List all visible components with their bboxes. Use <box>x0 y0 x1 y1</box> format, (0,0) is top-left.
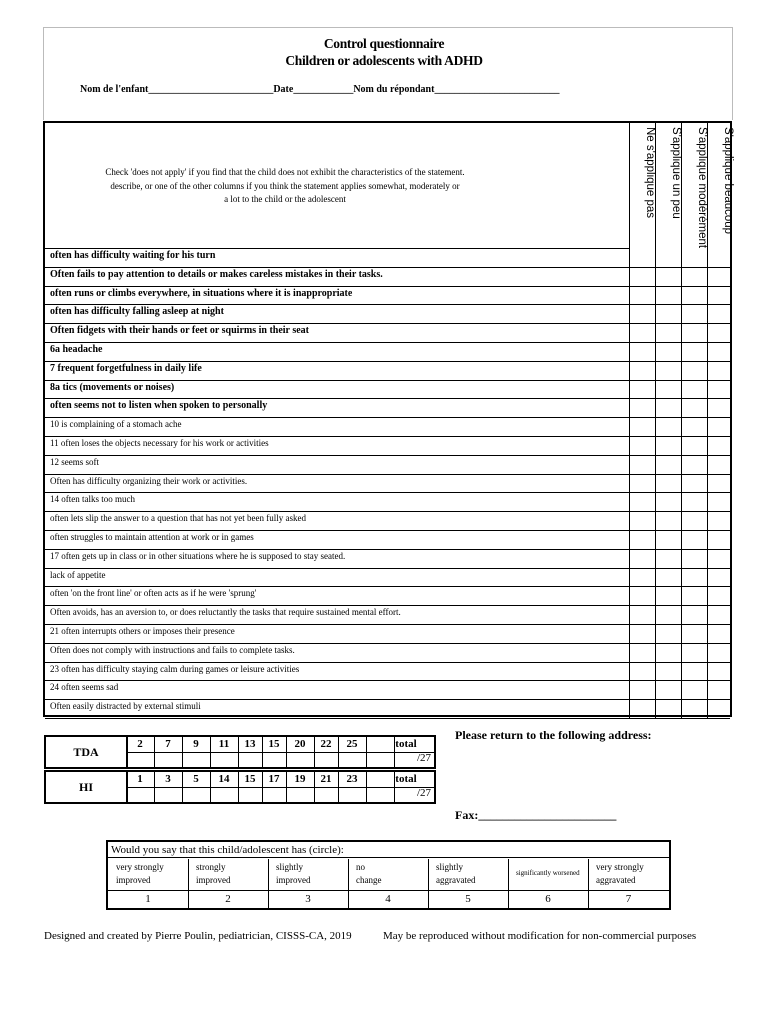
answer-checkbox[interactable] <box>681 643 708 662</box>
item-text: Often fidgets with their hands or feet or squirms in their seat <box>50 325 309 337</box>
improvement-number[interactable]: 7 <box>588 891 670 908</box>
answer-checkbox[interactable] <box>655 643 682 662</box>
item-text: 12 seems soft <box>50 456 99 467</box>
answer-checkbox[interactable] <box>629 417 656 436</box>
questionnaire-row <box>45 549 730 569</box>
answer-checkbox[interactable] <box>629 323 656 342</box>
footer-license: May be reproduced without modification for non-commercial purposes <box>383 930 697 942</box>
instructions-text: Check 'does not apply' if you find that the child does not exhibit the characteristics of the statement. describe, or one of the other columns if you think the statement applies somewhat, moderately or a lot to the child or the adolescent <box>105 167 465 204</box>
item-text: lack of appetite <box>50 569 106 580</box>
hi-item-number: 3 <box>154 772 183 788</box>
answer-checkbox[interactable] <box>629 398 656 417</box>
answer-checkbox[interactable] <box>629 586 656 605</box>
answer-checkbox[interactable] <box>655 624 682 643</box>
answer-checkbox[interactable] <box>681 436 708 455</box>
answer-checkbox[interactable] <box>655 286 682 305</box>
item-text: often lets slip the answer to a question that has not yet been fully asked <box>50 513 306 524</box>
answer-checkbox[interactable] <box>655 662 682 681</box>
improvement-option-label: very strongly <box>116 862 164 872</box>
column-header-somewhat: S'applique un peu <box>655 123 682 248</box>
hi-score-cell[interactable] <box>210 787 239 802</box>
hi-item-number: 14 <box>210 772 239 788</box>
answer-checkbox[interactable] <box>655 323 682 342</box>
answer-checkbox[interactable] <box>655 474 682 493</box>
hi-score-cell[interactable] <box>286 787 315 802</box>
answer-checkbox[interactable] <box>707 511 731 530</box>
tda-score-cell[interactable] <box>286 752 315 767</box>
answer-checkbox[interactable] <box>681 605 708 624</box>
answer-checkbox[interactable] <box>707 398 731 417</box>
answer-checkbox[interactable] <box>707 549 731 568</box>
tda-item-number: 11 <box>210 737 239 753</box>
improvement-option-label: improved <box>116 875 151 885</box>
answer-checkbox[interactable] <box>629 342 656 361</box>
tda-score-cell[interactable] <box>182 752 211 767</box>
questionnaire-row <box>45 304 730 324</box>
questionnaire-row <box>45 474 730 494</box>
answer-checkbox[interactable] <box>707 323 731 342</box>
improvement-option-label: significantly worsened <box>516 869 580 877</box>
tda-score-cell[interactable] <box>154 752 183 767</box>
column-header-moderately: S'applique modérément <box>681 123 708 248</box>
answer-checkbox[interactable] <box>681 662 708 681</box>
hi-item-number: 19 <box>286 772 315 788</box>
questionnaire-row <box>45 605 730 625</box>
item-text: Often does not comply with instructions and fails to complete tasks. <box>50 644 295 655</box>
answer-checkbox[interactable] <box>655 680 682 699</box>
answer-checkbox[interactable] <box>629 568 656 587</box>
answer-checkbox[interactable] <box>629 380 656 399</box>
questionnaire-row <box>45 398 730 418</box>
answer-checkbox[interactable] <box>707 361 731 380</box>
answer-checkbox[interactable] <box>681 323 708 342</box>
questionnaire-row <box>45 492 730 512</box>
tda-item-number: 9 <box>182 737 211 753</box>
hi-score-cell[interactable] <box>314 787 339 802</box>
answer-checkbox[interactable] <box>707 492 731 511</box>
answer-checkbox[interactable] <box>629 304 656 323</box>
tda-item-number: 13 <box>238 737 263 753</box>
answer-checkbox[interactable] <box>655 248 682 267</box>
questionnaire-row <box>45 455 730 475</box>
item-text: Often fails to pay attention to details or makes careless mistakes in their tasks. <box>50 268 383 280</box>
answer-checkbox[interactable] <box>681 248 708 267</box>
answer-checkbox[interactable] <box>629 680 656 699</box>
tda-score-cell[interactable] <box>262 752 287 767</box>
item-text: 21 often interrupts others or imposes their presence <box>50 626 235 636</box>
item-text: often has difficulty waiting for his turn <box>50 250 216 261</box>
respondent-fields[interactable]: Nom de l'enfant_________________________Date____________Nom du répondant_________________________ <box>80 84 560 95</box>
answer-checkbox[interactable] <box>707 624 731 643</box>
answer-checkbox[interactable] <box>707 267 731 286</box>
questionnaire-row <box>45 568 730 588</box>
hi-item-number: 5 <box>182 772 211 788</box>
tda-score-cell[interactable] <box>238 752 263 767</box>
answer-checkbox[interactable] <box>655 380 682 399</box>
answer-checkbox[interactable] <box>707 248 731 267</box>
questionnaire-row <box>45 436 730 456</box>
hi-score-cell[interactable] <box>154 787 183 802</box>
answer-checkbox[interactable] <box>629 530 656 549</box>
tda-item-number: 7 <box>154 737 183 753</box>
hi-item-number: 21 <box>314 772 339 788</box>
improvement-option[interactable] <box>268 859 349 891</box>
answer-checkbox[interactable] <box>681 568 708 587</box>
answer-checkbox[interactable] <box>707 680 731 699</box>
answer-checkbox[interactable] <box>629 511 656 530</box>
questionnaire-table <box>43 121 732 717</box>
answer-checkbox[interactable] <box>681 680 708 699</box>
item-text: Often has difficulty organizing their work or activities. <box>50 475 248 486</box>
improvement-option[interactable] <box>108 859 189 891</box>
improvement-option[interactable] <box>188 859 269 891</box>
questionnaire-row <box>45 380 730 400</box>
tda-score-cell[interactable] <box>126 752 155 767</box>
answer-checkbox[interactable] <box>681 304 708 323</box>
questionnaire-row <box>45 624 730 644</box>
fax-field[interactable]: Fax:_______________________ <box>455 808 617 822</box>
answer-checkbox[interactable] <box>629 549 656 568</box>
answer-checkbox[interactable] <box>681 530 708 549</box>
answer-checkbox[interactable] <box>707 304 731 323</box>
hi-score-cell[interactable] <box>126 787 155 802</box>
item-text: 24 often seems sad <box>50 682 119 693</box>
improvement-number[interactable]: 2 <box>188 891 269 908</box>
questionnaire-row <box>45 699 730 719</box>
answer-checkbox[interactable] <box>707 586 731 605</box>
questionnaire-row <box>45 586 730 606</box>
answer-checkbox[interactable] <box>681 549 708 568</box>
answer-checkbox[interactable] <box>681 417 708 436</box>
improvement-option[interactable] <box>508 859 589 891</box>
answer-checkbox[interactable] <box>655 436 682 455</box>
improvement-option-label: no <box>356 862 365 872</box>
answer-checkbox[interactable] <box>655 699 682 718</box>
answer-checkbox[interactable] <box>681 398 708 417</box>
hi-score-cell[interactable] <box>338 787 367 802</box>
item-text: often struggles to maintain attention at work or in games <box>50 532 254 542</box>
questionnaire-row <box>45 342 730 362</box>
answer-checkbox[interactable] <box>707 380 731 399</box>
hi-score-cell[interactable] <box>238 787 263 802</box>
answer-checkbox[interactable] <box>707 643 731 662</box>
item-text: 8a tics (movements or noises) <box>50 381 175 393</box>
answer-checkbox[interactable] <box>655 417 682 436</box>
answer-checkbox[interactable] <box>655 605 682 624</box>
improvement-option-label: strongly <box>196 862 226 872</box>
answer-checkbox[interactable] <box>707 436 731 455</box>
questionnaire-row <box>45 530 730 550</box>
questionnaire-row <box>45 662 730 682</box>
answer-checkbox[interactable] <box>629 492 656 511</box>
item-text: often 'on the front line' or often acts as if he were 'sprung' <box>50 588 257 599</box>
answer-checkbox[interactable] <box>707 342 731 361</box>
answer-checkbox[interactable] <box>629 248 656 267</box>
answer-checkbox[interactable] <box>655 342 682 361</box>
answer-checkbox[interactable] <box>629 286 656 305</box>
improvement-option-label: improved <box>196 875 231 885</box>
answer-checkbox[interactable] <box>681 624 708 643</box>
answer-checkbox[interactable] <box>681 511 708 530</box>
tda-item-number: 25 <box>338 737 367 753</box>
answer-checkbox[interactable] <box>655 455 682 474</box>
answer-checkbox[interactable] <box>655 511 682 530</box>
improvement-option-label: slightly <box>436 862 464 872</box>
improvement-number[interactable]: 1 <box>108 891 189 908</box>
improvement-option-label: very strongly <box>596 862 644 872</box>
answer-checkbox[interactable] <box>681 361 708 380</box>
tda-item-number: 20 <box>286 737 315 753</box>
improvement-option[interactable] <box>348 859 429 891</box>
improvement-option-label: aggravated <box>436 875 476 885</box>
answer-checkbox[interactable] <box>629 662 656 681</box>
hi-item-number: 23 <box>338 772 367 788</box>
tda-item-number: 15 <box>262 737 287 753</box>
answer-checkbox[interactable] <box>655 492 682 511</box>
item-text: often has difficulty falling asleep at night <box>50 306 224 318</box>
answer-checkbox[interactable] <box>629 474 656 493</box>
answer-checkbox[interactable] <box>655 530 682 549</box>
tda-score-cell[interactable] <box>210 752 239 767</box>
questionnaire-row <box>45 511 730 531</box>
questionnaire-row <box>45 643 730 663</box>
hi-score-cell[interactable] <box>182 787 211 802</box>
instructions-cell <box>45 123 629 249</box>
footer-credit: Designed and created by Pierre Poulin, pediatrician, CISSS-CA, 2019 <box>44 930 352 942</box>
questionnaire-row <box>45 417 730 437</box>
hi-item-number: 1 <box>126 772 155 788</box>
improvement-table <box>106 840 671 910</box>
answer-checkbox[interactable] <box>681 342 708 361</box>
item-text: 23 often has difficulty staying calm during games or leisure activities <box>50 663 300 674</box>
hi-score-cell[interactable] <box>262 787 287 802</box>
questionnaire-row <box>45 680 730 700</box>
item-text: 7 frequent forgetfulness in daily life <box>50 362 202 374</box>
answer-checkbox[interactable] <box>655 267 682 286</box>
questionnaire-row <box>45 361 730 381</box>
answer-checkbox[interactable] <box>655 586 682 605</box>
questionnaire-row <box>45 323 730 343</box>
hi-label: HI <box>46 772 128 802</box>
answer-checkbox[interactable] <box>655 398 682 417</box>
answer-checkbox[interactable] <box>707 530 731 549</box>
tda-score-cell[interactable] <box>314 752 339 767</box>
answer-checkbox[interactable] <box>707 455 731 474</box>
tda-item-number: 22 <box>314 737 339 753</box>
answer-checkbox[interactable] <box>629 361 656 380</box>
title-line-1: Control questionnaire <box>323 36 445 51</box>
answer-checkbox[interactable] <box>681 455 708 474</box>
answer-checkbox[interactable] <box>655 361 682 380</box>
column-header-a-lot: S'applique beaucoup <box>707 123 731 248</box>
improvement-number[interactable]: 6 <box>508 891 589 908</box>
improvement-option-label: change <box>356 875 382 885</box>
answer-checkbox[interactable] <box>629 643 656 662</box>
answer-checkbox[interactable] <box>707 474 731 493</box>
column-header-not-apply: Ne s'applique pas <box>629 123 656 248</box>
improvement-option-label: aggravated <box>596 875 636 885</box>
answer-checkbox[interactable] <box>707 662 731 681</box>
answer-checkbox[interactable] <box>681 492 708 511</box>
item-text: 10 is complaining of a stomach ache <box>50 419 182 430</box>
item-text: 17 often gets up in class or in other situations where he is supposed to stay seated. <box>50 550 346 561</box>
answer-checkbox[interactable] <box>655 304 682 323</box>
improvement-option[interactable] <box>428 859 509 891</box>
answer-checkbox[interactable] <box>707 699 731 718</box>
tda-item-number: 2 <box>126 737 155 753</box>
answer-checkbox[interactable] <box>655 549 682 568</box>
questionnaire-row <box>45 267 730 287</box>
improvement-option-label: slightly <box>276 862 304 872</box>
questionnaire-row <box>45 286 730 306</box>
improvement-option[interactable] <box>588 859 670 891</box>
answer-checkbox[interactable] <box>681 267 708 286</box>
improvement-question: Would you say that this child/adolescent has (circle): <box>108 842 669 858</box>
answer-checkbox[interactable] <box>629 267 656 286</box>
item-text: often seems not to listen when spoken to personally <box>50 400 268 412</box>
answer-checkbox[interactable] <box>707 605 731 624</box>
hi-item-number: 15 <box>238 772 263 788</box>
answer-checkbox[interactable] <box>629 436 656 455</box>
answer-checkbox[interactable] <box>707 568 731 587</box>
improvement-number[interactable]: 3 <box>268 891 349 908</box>
return-address-label: Please return to the following address: <box>455 728 652 742</box>
answer-checkbox[interactable] <box>681 286 708 305</box>
item-text: 11 often loses the objects necessary for his work or activities <box>50 438 269 448</box>
answer-checkbox[interactable] <box>629 624 656 643</box>
questionnaire-row <box>45 248 730 268</box>
hi-item-number: 17 <box>262 772 287 788</box>
answer-checkbox[interactable] <box>681 586 708 605</box>
tda-total: total /27 <box>378 737 434 767</box>
item-text: Often avoids, has an aversion to, or does reluctantly the tasks that require sustained mental effort. <box>50 607 401 618</box>
answer-checkbox[interactable] <box>707 417 731 436</box>
improvement-number[interactable]: 5 <box>428 891 509 908</box>
answer-checkbox[interactable] <box>655 568 682 587</box>
improvement-number[interactable]: 4 <box>348 891 429 908</box>
improvement-option-label: improved <box>276 875 311 885</box>
title-line-2: Children or adolescents with ADHD <box>285 53 483 68</box>
answer-checkbox[interactable] <box>681 699 708 718</box>
item-text: 14 often talks too much <box>50 494 135 505</box>
answer-checkbox[interactable] <box>707 286 731 305</box>
answer-checkbox[interactable] <box>629 605 656 624</box>
tda-score-cell[interactable] <box>338 752 367 767</box>
tda-score-table <box>44 735 436 769</box>
answer-checkbox[interactable] <box>629 699 656 718</box>
tda-label: TDA <box>46 737 128 767</box>
item-text: 6a headache <box>50 344 103 355</box>
answer-checkbox[interactable] <box>681 474 708 493</box>
item-text: often runs or climbs everywhere, in situations where it is inappropriate <box>50 287 353 299</box>
hi-total: total /27 <box>378 772 434 802</box>
answer-checkbox[interactable] <box>681 380 708 399</box>
item-text: Often easily distracted by external stimuli <box>50 701 201 712</box>
answer-checkbox[interactable] <box>629 455 656 474</box>
hi-score-table <box>44 770 436 804</box>
